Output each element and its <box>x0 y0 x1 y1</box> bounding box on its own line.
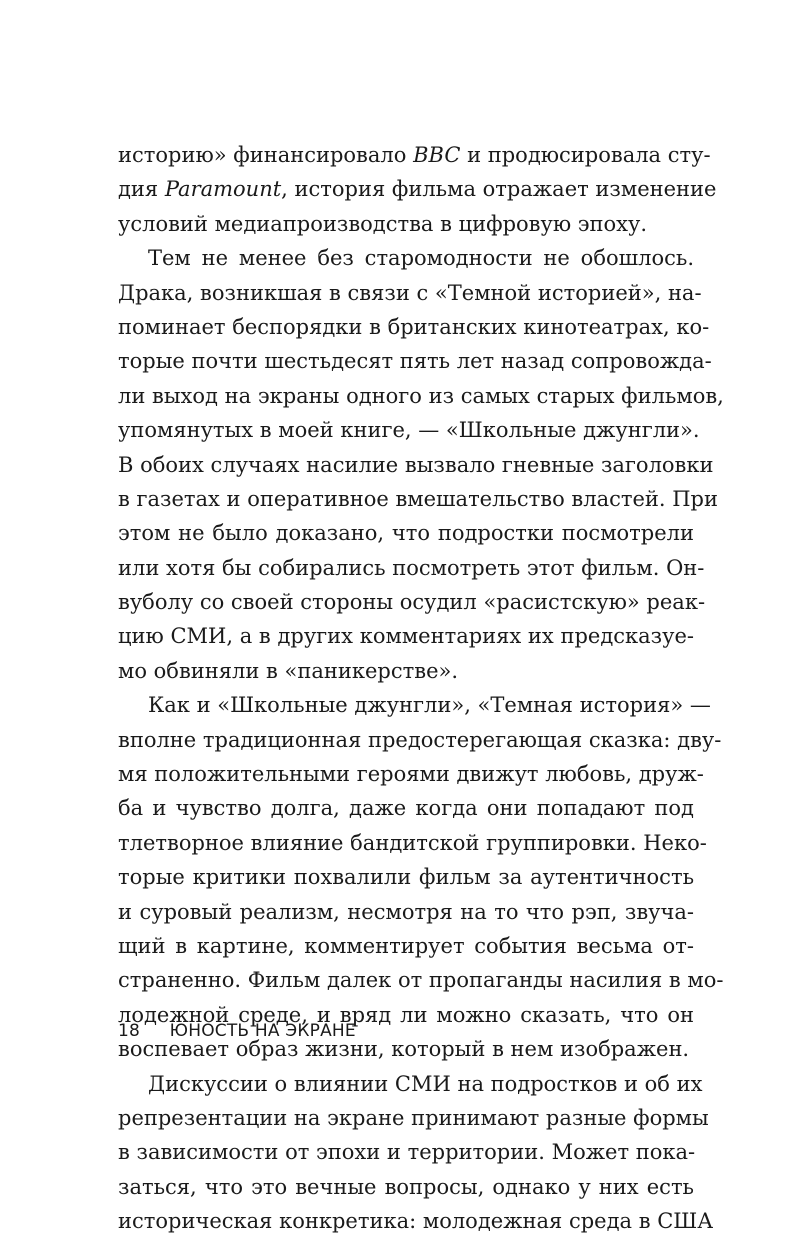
paragraph <box>118 241 724 688</box>
paragraph <box>118 138 717 241</box>
paragraph <box>118 1067 714 1239</box>
text-line <box>118 619 694 653</box>
text-line <box>118 654 694 688</box>
text-line <box>118 1067 703 1101</box>
text-segment: и продюсировала сту- <box>460 143 711 167</box>
text-line <box>118 207 694 241</box>
text-line <box>118 791 694 825</box>
text-segment: Драка, возникшая в связи с «Темной историей», на- <box>118 280 702 305</box>
text-segment: лодежной среде, и вряд ли можно сказать, что он <box>118 1002 694 1027</box>
text-line <box>118 723 722 757</box>
text-line <box>118 963 724 997</box>
text-segment: тлетворное влияние бандитской группировки. Неко- <box>118 830 707 855</box>
text-line <box>118 448 714 482</box>
text-line <box>118 241 694 275</box>
text-segment: страненно. Фильм далек от пропаганды насилия в мо- <box>118 968 724 993</box>
italic-term: BBC <box>413 143 461 167</box>
text-segment: дия <box>118 177 165 202</box>
text-line <box>118 1135 694 1169</box>
text-line <box>118 413 700 447</box>
text-segment: В обоих случаях насилие вызвало гневные заголовки <box>118 452 714 477</box>
page-footer <box>118 1021 356 1041</box>
text-segment: вуболу со своей стороны осудил «расистскую» реак- <box>118 590 706 615</box>
text-segment: в зависимости от эпохи и территории. Может пока- <box>118 1140 696 1165</box>
text-segment: условий медиапроизводства в цифровую эпоху. <box>118 211 648 236</box>
paragraph <box>118 688 724 1066</box>
text-segment: щий в картине, комментирует события весьма от- <box>118 933 694 958</box>
text-segment: историческая конкретика: молодежная среда в США <box>118 1209 714 1234</box>
text-line <box>118 757 704 791</box>
text-line <box>118 688 711 722</box>
text-segment: ба и чувство долга, даже когда они попадают под <box>118 796 694 821</box>
italic-term: Paramount <box>164 177 282 202</box>
text-line <box>118 310 710 344</box>
text-line <box>118 551 705 585</box>
text-line <box>118 516 694 550</box>
text-segment: этом не было доказано, что подростки посмотрели <box>118 521 694 546</box>
text-line <box>118 929 694 963</box>
text-segment: цию СМИ, а в других комментариях их предсказуе- <box>118 624 694 649</box>
text-segment: мя положительными героями движут любовь, друж- <box>118 762 704 787</box>
text-segment: или хотя бы собирались посмотреть этот фильм. Он- <box>118 555 705 580</box>
text-line <box>118 276 702 310</box>
text-segment: в газетах и оперативное вмешательство властей. При <box>118 486 718 511</box>
text-segment: торые критики похвалили фильм за аутентичность <box>118 865 694 890</box>
text-segment: и суровый реализм, несмотря на то что рэп, звуча- <box>118 899 694 924</box>
text-line <box>118 826 707 860</box>
text-line <box>118 344 712 378</box>
text-segment: Как и «Школьные джунгли», «Темная история» — <box>148 693 711 718</box>
text-line <box>118 138 711 172</box>
text-line <box>118 482 718 516</box>
text-segment: ли выход на экраны одного из самых старых фильмов, <box>118 383 724 408</box>
text-segment: поминает беспорядки в британских кинотеатрах, ко- <box>118 314 710 339</box>
page-body <box>118 138 724 1239</box>
text-segment: мо обвиняли в «паникерстве». <box>118 658 459 683</box>
text-segment: вполне традиционная предостерегающая сказка: дву- <box>118 727 722 752</box>
text-line <box>118 1204 714 1238</box>
text-line <box>118 1101 709 1135</box>
text-segment: историю» финансировало <box>118 143 414 167</box>
text-line <box>118 379 724 413</box>
text-line <box>118 860 694 894</box>
page-number: 18 <box>118 1021 141 1041</box>
text-line <box>118 1170 694 1204</box>
text-segment: Тем не менее без старомодности не обошлось. <box>148 246 694 271</box>
text-segment: заться, что это вечные вопросы, однако у них есть <box>118 1174 694 1199</box>
text-line <box>118 585 706 619</box>
text-segment: Дискуссии о влиянии СМИ на подростков и об их <box>148 1071 703 1096</box>
text-segment: , история фильма отражает изменение <box>281 177 717 202</box>
text-segment: репрезентации на экране принимают разные формы <box>118 1105 709 1130</box>
text-segment: воспевает образ жизни, который в нем изображен. <box>118 1037 690 1062</box>
text-segment: упомянутых в моей книге, — «Школьные джунгли». <box>118 418 700 443</box>
text-line <box>118 172 717 206</box>
running-title: ЮНОСТЬ НА ЭКРАНЕ <box>169 1021 356 1041</box>
text-line <box>118 895 694 929</box>
text-segment: торые почти шестьдесят пять лет назад сопровожда- <box>118 349 712 374</box>
